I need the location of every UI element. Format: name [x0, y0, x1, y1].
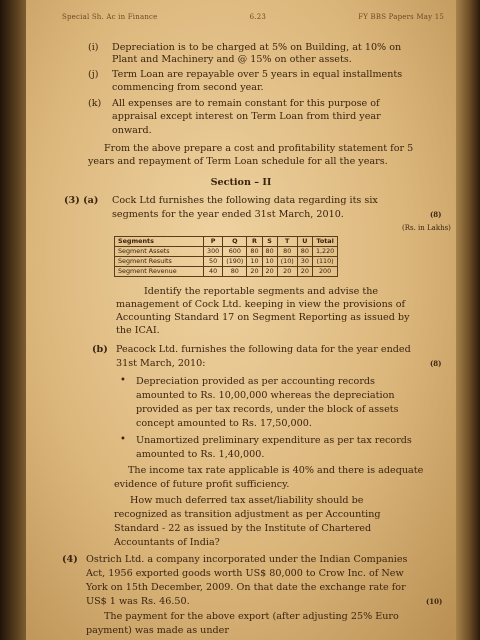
item-text: Plant and Machinery and @ 15% on other assets. — [112, 54, 352, 65]
table-cell: 20 — [247, 267, 262, 277]
item-text: commencing from second year. — [112, 82, 264, 93]
table-header-row — [115, 237, 338, 247]
table-cell: Segment Revenue — [115, 267, 204, 277]
page-header — [62, 11, 444, 24]
question-text: segments for the year ended 31st March, 2010. — [112, 209, 344, 220]
table-cell: 80 — [223, 267, 247, 277]
bullet-icon: • — [120, 434, 126, 445]
paragraph-text: The income tax rate applicable is 40% and there is adequate — [128, 465, 424, 476]
table-row — [115, 267, 338, 277]
question-text: Peacock Ltd. furnishes the following data for the year ended — [116, 344, 411, 355]
page-edge-right — [454, 0, 480, 640]
item-label-k: (k) — [88, 98, 102, 109]
question-text: the ICAI. — [116, 325, 160, 336]
bullet-text: amounted to Rs. 1,40,000. — [136, 449, 265, 460]
question-text: Ostrich Ltd. a company incorporated under the Indian Companies — [86, 554, 408, 565]
table-header: Total — [312, 237, 337, 247]
exam-paper-page — [26, 0, 456, 640]
question-label-3b: (b) — [92, 344, 108, 355]
table-cell: (10) — [277, 257, 297, 267]
item-text: appraisal except interest on Term Loan from third year — [112, 111, 381, 122]
instruction-line: From the above prepare a cost and profitability statement for 5 — [104, 143, 414, 154]
table-header: R — [247, 237, 262, 247]
table-cell: 20 — [277, 267, 297, 277]
item-text: Term Loan are repayable over 5 years in equal installments — [112, 69, 403, 80]
section-title: Section – II — [210, 177, 272, 188]
question-text: York on 15th December, 2009. On that date the exchange rate for — [86, 582, 406, 593]
item-label-i: (i) — [88, 42, 99, 53]
marks-3a: (8) — [430, 210, 442, 219]
bullet-text: Unamortized preliminary expenditure as per tax records — [136, 435, 412, 446]
paragraph-text: recognized as transition adjustment as per Accounting — [114, 509, 381, 520]
item-text: Depreciation is to be charged at 5% on Building, at 10% on — [112, 42, 402, 53]
table-cell: 600 — [223, 247, 247, 257]
bullet-text: Depreciation provided as per accounting records — [136, 376, 375, 387]
question-text: Identify the reportable segments and advise the — [144, 286, 379, 297]
marks-4: (10) — [426, 597, 443, 606]
table-cell: 30 — [297, 257, 312, 267]
paragraph-text: Standard - 22 as issued by the Institute of Chartered — [114, 523, 372, 534]
table-header: Q — [223, 237, 247, 247]
table-cell: Segment Assets — [115, 247, 204, 257]
paragraph-text: Accountants of India? — [114, 537, 220, 548]
question-label-3a: (3) (a) — [64, 195, 99, 206]
question-text: Accounting Standard 17 on Segment Reporting as issued by — [116, 312, 410, 323]
table-cell: 80 — [262, 247, 277, 257]
bullet-text: concept amounted to Rs. 17,50,000. — [136, 418, 312, 429]
unit-note: (Rs. in Lakhs) — [402, 224, 451, 232]
question-text: payment) was made as under — [86, 625, 229, 636]
table-cell: 20 — [297, 267, 312, 277]
item-label-j: (j) — [88, 69, 99, 80]
page-number: 6.23 — [249, 13, 267, 21]
item-text: onward. — [112, 125, 152, 136]
table-row — [115, 257, 338, 267]
question-text: The payment for the above export (after adjusting 25% Euro — [104, 611, 399, 622]
question-text: Act, 1956 exported goods worth US$ 80,000 to Crow Inc. of New — [86, 568, 404, 579]
table-cell: 200 — [312, 267, 337, 277]
table-cell: 50 — [204, 257, 223, 267]
table-cell: 300 — [204, 247, 223, 257]
paragraph-text: How much deferred tax asset/liability should be — [130, 495, 364, 506]
paragraph-text: evidence of future profit sufficiency. — [114, 479, 290, 490]
table-cell: 40 — [204, 267, 223, 277]
table-cell: (110) — [312, 257, 337, 267]
table-cell: Segment Results — [115, 257, 204, 267]
item-text: All expenses are to remain constant for this purpose of — [112, 98, 380, 109]
table-header: S — [262, 237, 277, 247]
header-right: FY BBS Papers May 15 — [358, 13, 444, 21]
marks-3b: (8) — [430, 359, 442, 368]
instruction-line: years and repayment of Term Loan schedule for all the years. — [88, 156, 388, 167]
header-left: Special Sh. Ac in Finance — [62, 13, 158, 21]
table-cell: (190) — [223, 257, 247, 267]
table-header: Segments — [115, 237, 204, 247]
table-header: U — [297, 237, 312, 247]
table-header: T — [277, 237, 297, 247]
table-cell: 20 — [262, 267, 277, 277]
question-text: US$ 1 was Rs. 46.50. — [86, 596, 190, 607]
question-label-4: (4) — [62, 554, 78, 565]
question-text: Cock Ltd furnishes the following data regarding its six — [112, 195, 378, 206]
table-header: P — [204, 237, 223, 247]
table-cell: 80 — [277, 247, 297, 257]
table-row — [115, 247, 338, 257]
question-text: management of Cock Ltd. keeping in view the provisions of — [116, 299, 406, 310]
table-cell: 10 — [247, 257, 262, 267]
table-cell: 80 — [297, 247, 312, 257]
table-cell: 1,220 — [312, 247, 337, 257]
bullet-text: provided as per tax records, under the block of assets — [136, 404, 399, 415]
table-cell: 80 — [247, 247, 262, 257]
segment-data-table — [114, 236, 338, 277]
table-cell: 10 — [262, 257, 277, 267]
bullet-icon: • — [120, 375, 126, 386]
bullet-text: amounted to Rs. 10,00,000 whereas the depreciation — [136, 390, 395, 401]
question-text: 31st March, 2010: — [116, 358, 206, 369]
